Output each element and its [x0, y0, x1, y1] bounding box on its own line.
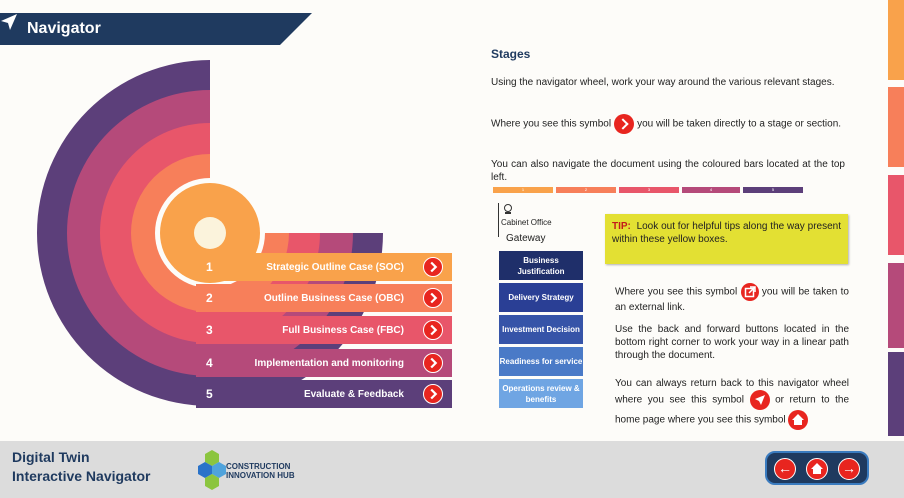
paragraph-text: you will be taken to an external link.	[615, 286, 849, 313]
back-forward-paragraph: Use the back and forward buttons located in the bottom right corner to work your way in a linear path through the document.	[615, 324, 849, 361]
stage-row-1[interactable]	[196, 253, 452, 281]
section-tab-2[interactable]	[888, 87, 904, 167]
stages-paragraph-3: You can also navigate the document using the coloured bars located at the top left.	[491, 159, 845, 183]
footer-title-line-1: Digital Twin	[12, 449, 90, 465]
stage-label: Full Business Case (FBC)	[282, 324, 404, 336]
stage-number: 5	[206, 387, 213, 401]
home-icon	[788, 410, 808, 430]
tip-label: TIP:	[612, 221, 631, 232]
paragraph-text: Where you see this symbol	[615, 286, 738, 298]
chevron-right-icon	[614, 114, 634, 134]
org-name: Cabinet Office	[501, 218, 552, 227]
stages-paragraph-1: Using the navigator wheel, work your way around the various relevant stages.	[491, 77, 835, 88]
stage-row-3[interactable]	[196, 316, 452, 344]
paragraph-text: Where you see this symbol	[491, 118, 612, 130]
page-title: Navigator	[27, 20, 101, 37]
chevron-right-icon[interactable]	[423, 384, 443, 404]
color-bar-1[interactable]: 1	[493, 187, 553, 193]
paragraph-text: or return to the home page where you see this symbol	[615, 394, 850, 426]
logo-text	[226, 462, 295, 480]
stage-label: Outline Business Case (OBC)	[263, 292, 404, 304]
construction-innovation-hub-logo	[198, 448, 226, 494]
external-link-paragraph	[615, 283, 849, 314]
gateway-delivery-strategy[interactable]: Delivery Strategy	[499, 283, 583, 312]
color-bar-4[interactable]: 4	[682, 187, 740, 193]
stage-number: 2	[206, 291, 213, 305]
stage-row-5[interactable]	[196, 380, 452, 408]
footer-title	[12, 448, 151, 486]
tip-box	[605, 214, 848, 264]
home-icon	[810, 462, 824, 476]
navigator-arrow-icon	[750, 390, 770, 410]
stage-number: 4	[206, 356, 213, 370]
gateway-operations-review[interactable]: Operations review & benefits	[499, 379, 583, 408]
external-link-icon	[741, 283, 759, 301]
stage-row-4[interactable]	[196, 349, 452, 377]
stage-row-2[interactable]	[196, 284, 452, 312]
stage-label: Implementation and monitoring	[254, 357, 404, 369]
footer-title-line-2: Interactive Navigator	[12, 468, 151, 484]
org-divider	[498, 203, 499, 237]
home-button[interactable]	[806, 458, 828, 480]
logo-line-2: INNOVATION HUB	[226, 471, 295, 480]
paragraph-text: you will be taken directly to a stage or section.	[637, 118, 842, 130]
logo-line-1: CONSTRUCTION	[226, 462, 291, 471]
return-paragraph	[615, 377, 849, 430]
gateway-title: Gateway	[506, 233, 546, 244]
color-bar-3[interactable]: 3	[619, 187, 679, 193]
stages-paragraph-2	[491, 114, 845, 134]
section-tab-1[interactable]	[888, 0, 904, 80]
crest-icon	[503, 204, 513, 215]
paragraph-text: You can always return back to this navigator wheel where you see this symbol	[615, 378, 849, 406]
section-tab-4[interactable]	[888, 263, 904, 348]
stage-number: 1	[206, 260, 213, 274]
tip-text: Look out for helpful tips along the way present within these yellow boxes.	[612, 221, 841, 245]
footer	[0, 441, 904, 498]
back-button[interactable]: ←	[774, 458, 796, 480]
gateway-investment-decision[interactable]: Investment Decision	[499, 315, 583, 344]
navigation-controls	[765, 451, 869, 485]
color-bar-2[interactable]: 2	[556, 187, 616, 193]
chevron-right-icon[interactable]	[423, 288, 443, 308]
stage-number: 3	[206, 323, 213, 337]
section-tab-3[interactable]	[888, 175, 904, 255]
chevron-right-icon[interactable]	[423, 257, 443, 277]
gateway-readiness-for-service[interactable]: Readiness for service	[499, 347, 583, 376]
forward-button[interactable]: →	[838, 458, 860, 480]
stage-label: Evaluate & Feedback	[303, 388, 404, 400]
color-bar-5[interactable]: 5	[743, 187, 803, 193]
gateway-business-justification[interactable]: Business Justification	[499, 251, 583, 280]
stages-title: Stages	[491, 47, 531, 61]
section-tab-5[interactable]	[888, 352, 904, 436]
chevron-right-icon[interactable]	[423, 353, 443, 373]
chevron-right-icon[interactable]	[423, 320, 443, 340]
stage-label: Strategic Outline Case (SOC)	[266, 261, 404, 273]
